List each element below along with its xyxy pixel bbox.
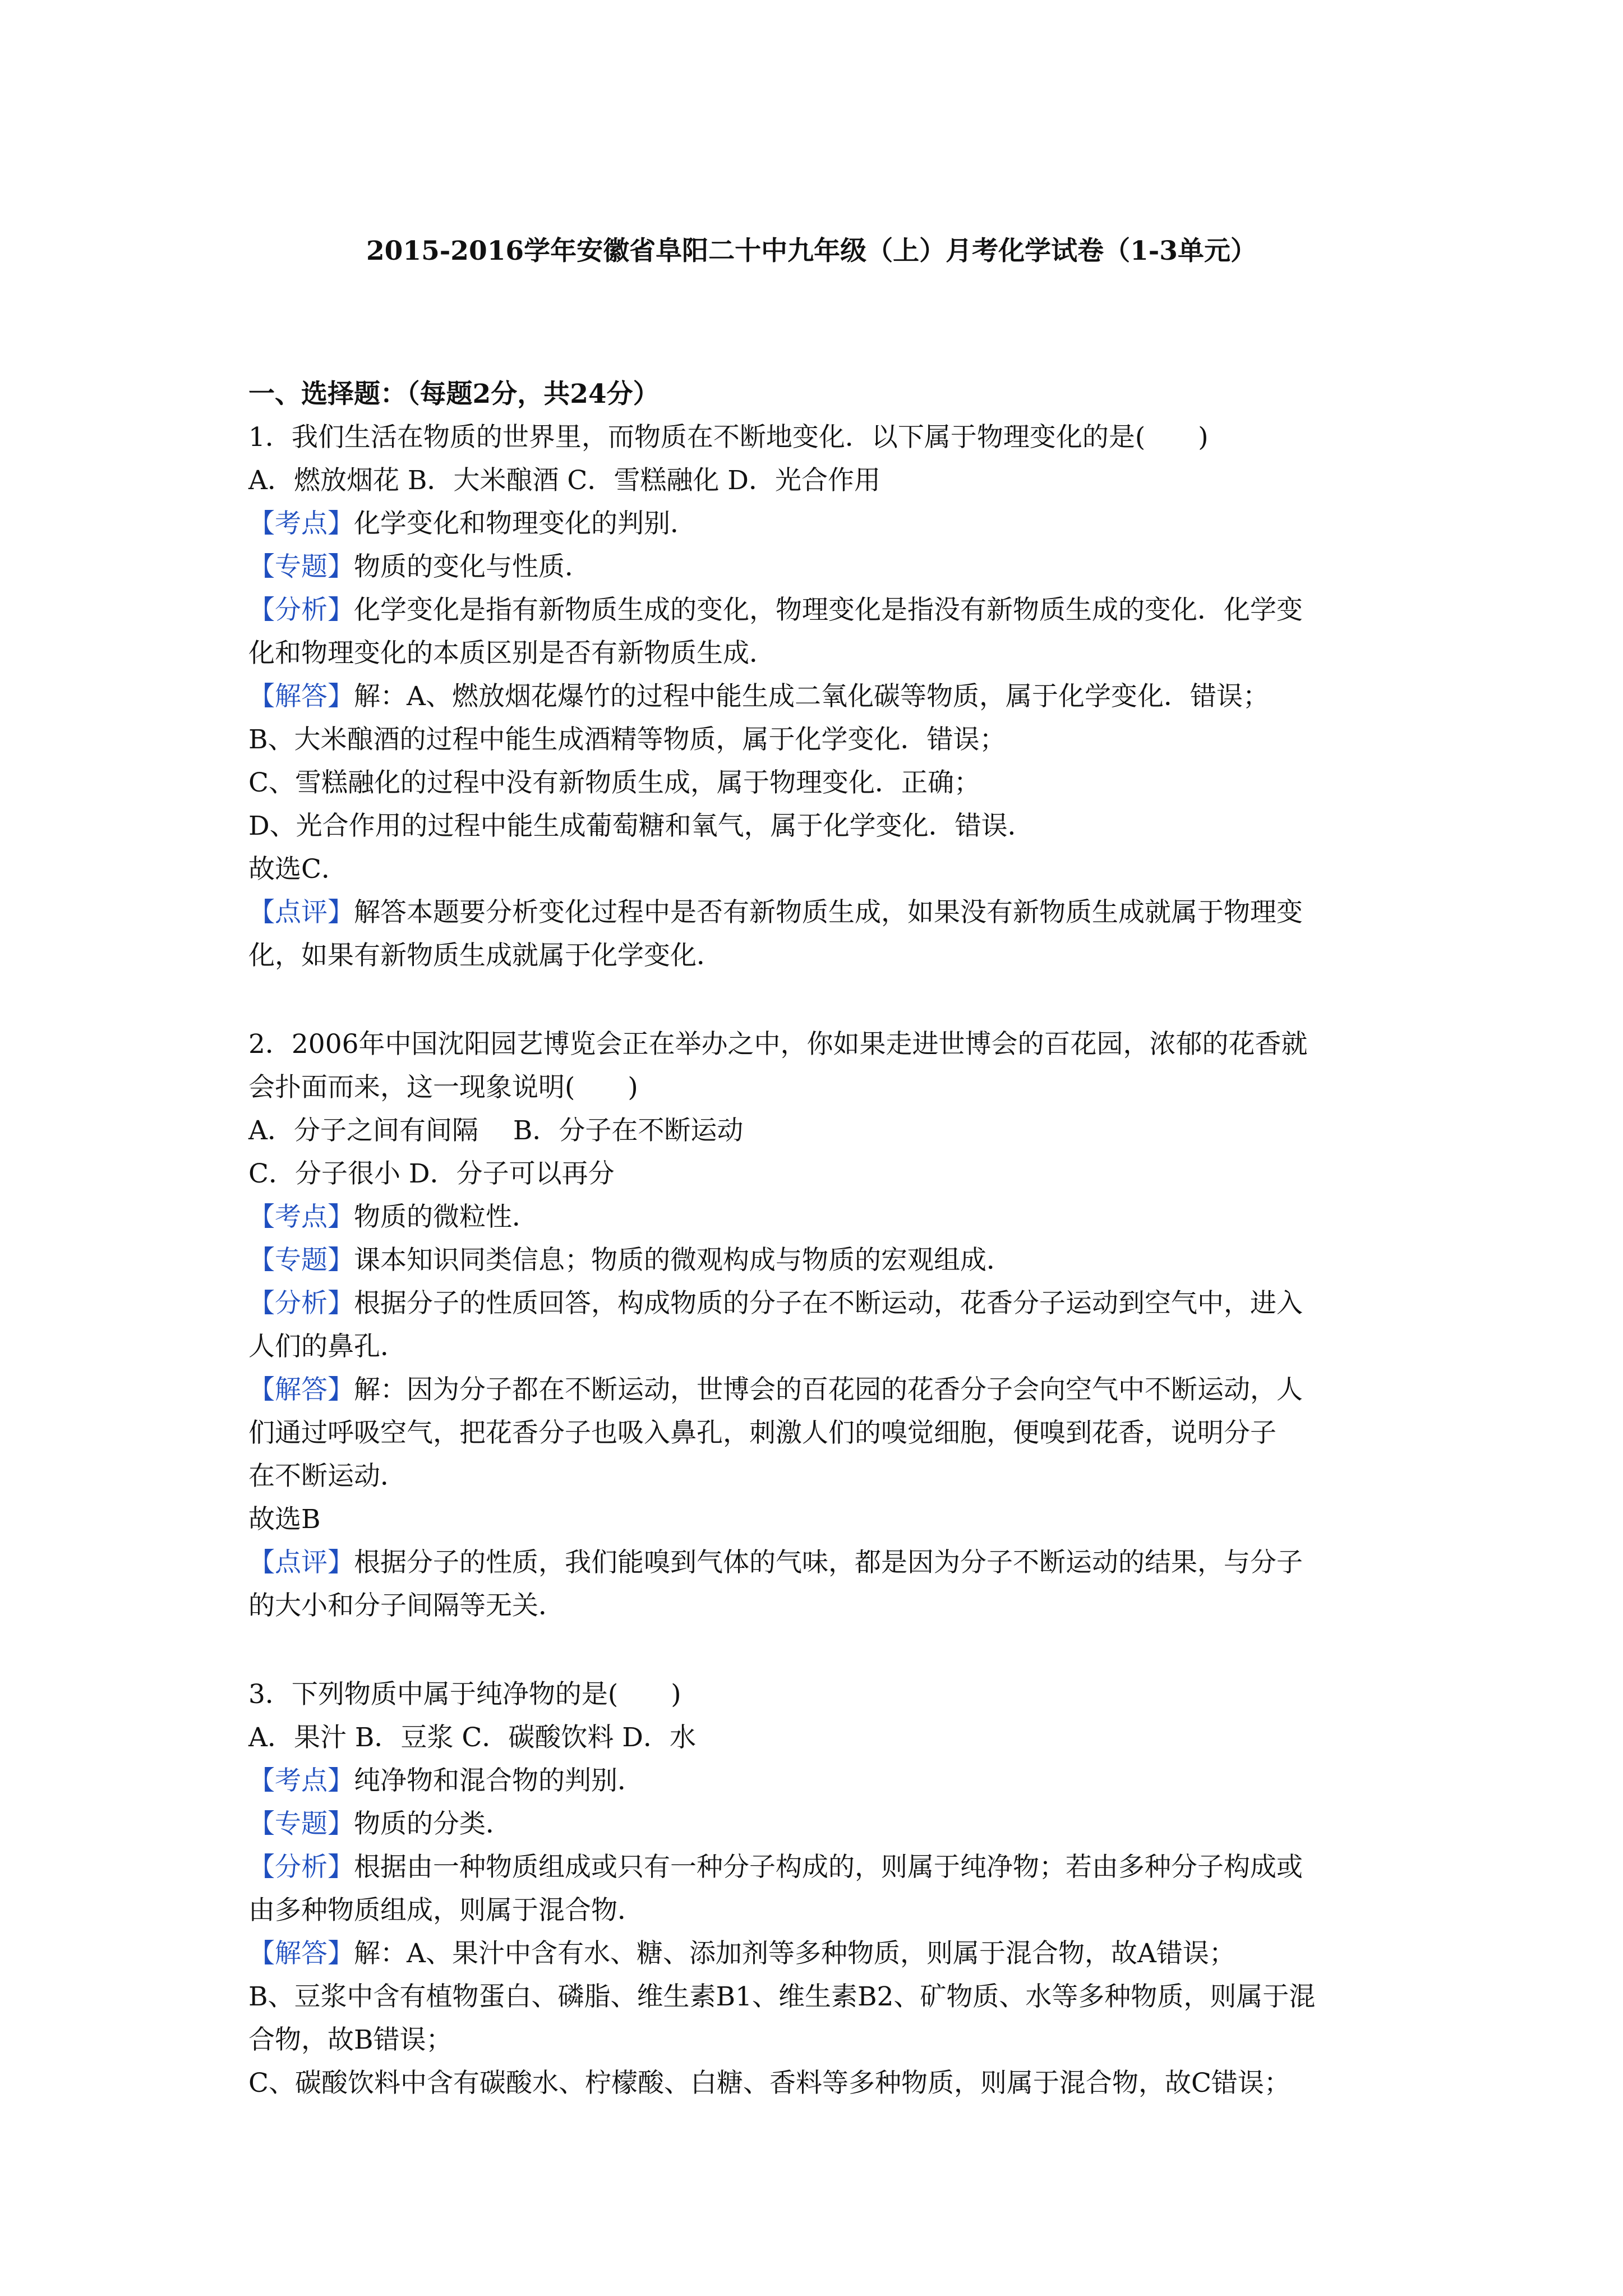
- zhuanti-tag: 【专题】: [248, 551, 354, 582]
- question-stem: 2．2006年中国沈阳园艺博览会正在举办之中，你如果走进世博会的百花园，浓郁的花香就: [248, 1029, 1308, 1060]
- fenxi-tag: 【分析】: [248, 1852, 354, 1883]
- fenxi-text: 化学变化是指有新物质生成的变化，物理变化是指没有新物质生成的变化．化学变: [354, 595, 1303, 625]
- jieda-text: 解：A、果汁中含有水、糖、添加剂等多种物质，则属于混合物，故A错误；: [354, 1938, 1235, 1969]
- question-stem: 1．我们生活在物质的世界里，而物质在不断地变化．以下属于物理变化的是( ): [248, 422, 1209, 453]
- jieda-text-cont: C、雪糕融化的过程中没有新物质生成，属于物理变化．正确；: [248, 767, 980, 798]
- section-heading: 一、选择题：（每题2分，共24分）: [248, 379, 660, 409]
- zhuanti-text: 物质的分类．: [354, 1809, 512, 1839]
- zhuanti-line: [248, 545, 1393, 588]
- dianping-line: [248, 891, 1393, 934]
- fenxi-line: [248, 1282, 1393, 1325]
- question-stem-cont: 会扑面而来，这一现象说明( ): [248, 1072, 638, 1103]
- zhuanti-text: 物质的变化与性质．: [354, 551, 591, 582]
- zhuanti-tag: 【专题】: [248, 1245, 354, 1276]
- kaodian-text: 纯净物和混合物的判别．: [354, 1765, 644, 1796]
- kaodian-line: [248, 1759, 1393, 1802]
- jieda-line: [248, 1368, 1393, 1411]
- question-1: [248, 416, 1393, 977]
- question-options: A．分子之间有间隔 B．分子在不断运动: [248, 1115, 744, 1146]
- jieda-answer: 故选B: [248, 1504, 321, 1535]
- kaodian-tag: 【考点】: [248, 1765, 354, 1796]
- kaodian-tag: 【考点】: [248, 508, 354, 539]
- kaodian-tag: 【考点】: [248, 1202, 354, 1232]
- jieda-text-cont: D、光合作用的过程中能生成葡萄糖和氧气，属于化学变化．错误．: [248, 811, 1034, 841]
- fenxi-text: 根据分子的性质回答，构成物质的分子在不断运动，花香分子运动到空气中，进入: [354, 1288, 1303, 1319]
- fenxi-text: 根据由一种物质组成或只有一种分子构成的，则属于纯净物；若由多种分子构成或: [354, 1852, 1303, 1883]
- zhuanti-line: [248, 1239, 1393, 1282]
- dianping-tag: 【点评】: [248, 897, 354, 928]
- dianping-tag: 【点评】: [248, 1547, 354, 1578]
- dianping-text-cont: 的大小和分子间隔等无关．: [248, 1590, 565, 1621]
- kaodian-line: [248, 1195, 1393, 1239]
- question-stem: 3．下列物质中属于纯净物的是( ): [248, 1679, 681, 1710]
- fenxi-tag: 【分析】: [248, 1288, 354, 1319]
- jieda-text-cont: 们通过呼吸空气，把花香分子也吸入鼻孔，刺激人们的嗅觉细胞，便嗅到花香，说明分子: [248, 1418, 1276, 1448]
- fenxi-text-cont: 化和物理变化的本质区别是否有新物质生成．: [248, 638, 776, 669]
- fenxi-text-cont: 人们的鼻孔．: [248, 1331, 407, 1362]
- jieda-text: 解：因为分子都在不断运动，世博会的百花园的花香分子会向空气中不断运动，人: [354, 1374, 1303, 1405]
- jieda-text: 解：A、燃放烟花爆竹的过程中能生成二氧化碳等物质，属于化学变化．错误；: [354, 681, 1269, 712]
- dianping-text: 根据分子的性质，我们能嗅到气体的气味，都是因为分子不断运动的结果，与分子: [354, 1547, 1303, 1578]
- jieda-text-cont: C、碳酸饮料中含有碳酸水、柠檬酸、白糖、香料等多种物质，则属于混合物，故C错误；: [248, 2068, 1290, 2099]
- jieda-tag: 【解答】: [248, 1938, 354, 1969]
- spacer: [248, 977, 1393, 1023]
- jieda-text-cont: B、大米酿酒的过程中能生成酒精等物质，属于化学变化．错误；: [248, 724, 1006, 755]
- kaodian-text: 物质的微粒性．: [354, 1202, 538, 1232]
- fenxi-line: [248, 588, 1393, 632]
- kaodian-line: [248, 502, 1393, 545]
- zhuanti-tag: 【专题】: [248, 1809, 354, 1839]
- question-2: [248, 1023, 1393, 1627]
- page-title: 2015-2016学年安徽省阜阳二十中九年级（上）月考化学试卷（1-3单元）: [366, 236, 1257, 266]
- jieda-line: [248, 675, 1393, 718]
- jieda-text-cont: 在不断运动．: [248, 1461, 407, 1492]
- kaodian-text: 化学变化和物理变化的判别．: [354, 508, 697, 539]
- dianping-text-cont: 化，如果有新物质生成就属于化学变化．: [248, 940, 723, 971]
- fenxi-line: [248, 1846, 1393, 1889]
- fenxi-text-cont: 由多种物质组成，则属于混合物．: [248, 1895, 644, 1926]
- dianping-line: [248, 1541, 1393, 1584]
- spacer: [248, 1627, 1393, 1673]
- document-body: [248, 372, 1393, 2105]
- jieda-tag: 【解答】: [248, 1374, 354, 1405]
- dianping-text: 解答本题要分析变化过程中是否有新物质生成，如果没有新物质生成就属于物理变: [354, 897, 1303, 928]
- jieda-tag: 【解答】: [248, 681, 354, 712]
- question-options: A．果汁 B．豆浆 C．碳酸饮料 D．水: [248, 1722, 696, 1753]
- jieda-answer: 故选C．: [248, 854, 348, 885]
- question-options: A．燃放烟花 B．大米酿酒 C．雪糕融化 D．光合作用: [248, 465, 880, 496]
- jieda-text-cont: B、豆浆中含有植物蛋白、磷脂、维生素B1、维生素B2、矿物质、水等多种物质，则属于混: [248, 1981, 1316, 2012]
- jieda-line: [248, 1932, 1393, 1975]
- fenxi-tag: 【分析】: [248, 595, 354, 625]
- zhuanti-text: 课本知识同类信息；物质的微观构成与物质的宏观组成．: [354, 1245, 1013, 1276]
- zhuanti-line: [248, 1802, 1393, 1846]
- question-3: [248, 1673, 1393, 2105]
- jieda-text-cont: 合物，故B错误；: [248, 2024, 453, 2055]
- question-options: C．分子很小 D．分子可以再分: [248, 1158, 615, 1189]
